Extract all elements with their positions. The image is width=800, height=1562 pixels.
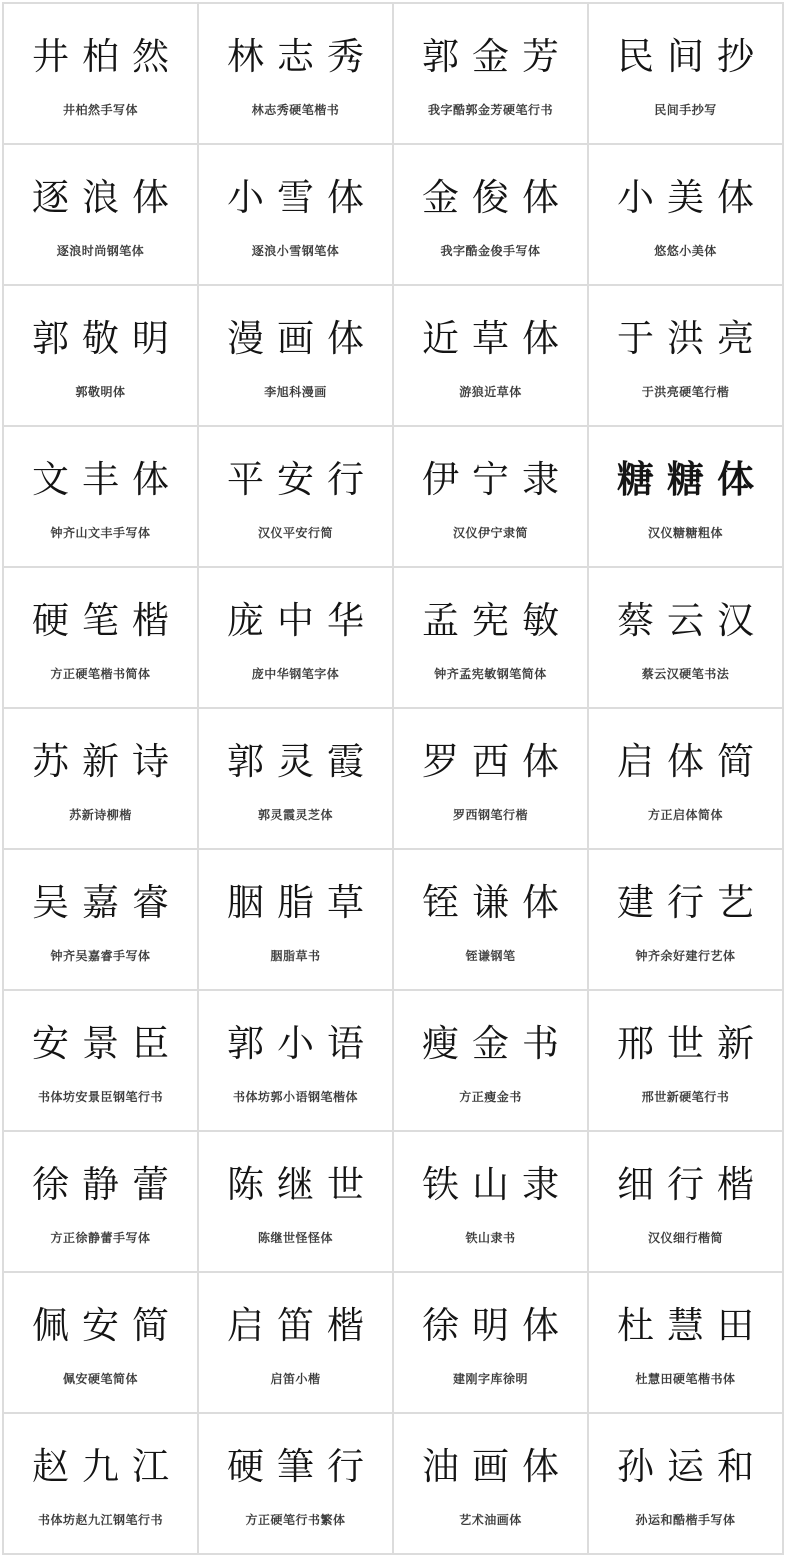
font-cell[interactable] [589,1132,782,1271]
font-name-caption: 陈继世怪怪体 [257,1231,333,1245]
font-cell[interactable] [199,850,392,989]
font-sample-text: 油画体 [422,1444,572,1488]
font-cell[interactable] [4,991,197,1130]
font-sample-text: 小美体 [617,175,767,219]
font-name-caption: 书体坊安景臣钢笔行书 [37,1090,163,1104]
font-sample-text: 林志秀 [227,34,377,78]
font-name-caption: 钟齐余好建行艺体 [635,949,736,963]
font-cell[interactable] [199,568,392,707]
font-sample-text: 赵九江 [32,1444,182,1488]
font-name-caption: 钟齐山文丰手写体 [50,526,151,540]
font-sample-text: 郭小语 [227,1021,377,1065]
font-cell[interactable] [199,1132,392,1271]
font-cell[interactable] [589,1273,782,1412]
font-cell[interactable] [199,991,392,1130]
font-specimen-grid [2,2,784,1555]
font-name-caption: 我字酷郭金芳硬笔行书 [427,103,553,117]
font-name-caption: 罗西钢笔行楷 [452,808,528,822]
font-cell[interactable] [394,709,587,848]
font-cell[interactable] [394,1414,587,1553]
font-cell[interactable] [199,709,392,848]
font-sample-text: 铚谦体 [422,880,572,924]
font-name-caption: 林志秀硬笔楷书 [251,103,340,117]
font-sample-text: 胭脂草 [227,880,377,924]
font-cell[interactable] [4,427,197,566]
font-cell[interactable] [394,1132,587,1271]
font-sample-text: 邢世新 [617,1021,767,1065]
font-name-caption: 佩安硬笔简体 [62,1372,138,1386]
font-name-caption: 苏新诗柳楷 [69,808,132,822]
font-sample-text: 郭灵霞 [227,739,377,783]
font-cell[interactable] [589,709,782,848]
font-sample-text: 郭敬明 [32,316,182,360]
font-sample-text: 徐静蕾 [32,1162,182,1206]
font-name-caption: 胭脂草书 [270,949,321,963]
font-cell[interactable] [4,1273,197,1412]
font-cell[interactable] [199,286,392,425]
font-cell[interactable] [589,568,782,707]
font-name-caption: 游狼近草体 [459,385,522,399]
font-name-caption: 逐浪小雪钢笔体 [251,244,340,258]
font-cell[interactable] [589,286,782,425]
font-cell[interactable] [589,991,782,1130]
font-name-caption: 井柏然手写体 [62,103,138,117]
font-name-caption: 郭敬明体 [75,385,126,399]
font-name-caption: 蔡云汉硬笔书法 [641,667,730,681]
font-cell[interactable] [4,1414,197,1553]
font-name-caption: 方正徐静蕾手写体 [50,1231,151,1245]
font-sample-text: 井柏然 [32,34,182,78]
font-sample-text: 庞中华 [227,598,377,642]
font-sample-text: 安景臣 [32,1021,182,1065]
font-cell[interactable] [4,4,197,143]
font-name-caption: 钟齐吴嘉睿手写体 [50,949,151,963]
font-name-caption: 汉仪细行楷简 [647,1231,723,1245]
font-name-caption: 汉仪平安行简 [257,526,333,540]
font-sample-text: 硬筆行 [227,1444,377,1488]
font-name-caption: 书体坊郭小语钢笔楷体 [232,1090,358,1104]
font-cell[interactable] [394,1273,587,1412]
font-sample-text: 孟宪敏 [422,598,572,642]
font-name-caption: 我字酷金俊手写体 [440,244,541,258]
font-sample-text: 佩安简 [32,1303,182,1347]
font-sample-text: 建行艺 [617,880,767,924]
font-sample-text: 民间抄 [617,34,767,78]
font-sample-text: 吴嘉睿 [32,880,182,924]
font-name-caption: 于洪亮硬笔行楷 [641,385,730,399]
font-cell[interactable] [589,850,782,989]
font-sample-text: 逐浪体 [32,175,182,219]
font-name-caption: 邢世新硬笔行书 [641,1090,730,1104]
font-name-caption: 逐浪时尚钢笔体 [56,244,145,258]
font-name-caption: 方正硬笔行书繁体 [245,1513,346,1527]
font-sample-text: 陈继世 [227,1162,377,1206]
font-sample-text: 糖糖体 [617,457,767,501]
font-name-caption: 方正瘦金书 [459,1090,522,1104]
font-sample-text: 瘦金书 [422,1021,572,1065]
font-sample-text: 金俊体 [422,175,572,219]
font-cell[interactable] [394,286,587,425]
font-sample-text: 于洪亮 [617,316,767,360]
font-name-caption: 杜慧田硬笔楷书体 [635,1372,736,1386]
font-name-caption: 庞中华钢笔字体 [251,667,340,681]
font-name-caption: 悠悠小美体 [654,244,717,258]
font-name-caption: 汉仪糖糖粗体 [647,526,723,540]
font-cell[interactable] [4,709,197,848]
font-cell[interactable] [199,427,392,566]
font-sample-text: 细行楷 [617,1162,767,1206]
font-cell[interactable] [4,286,197,425]
font-cell[interactable] [4,568,197,707]
font-name-caption: 李旭科漫画 [264,385,327,399]
font-sample-text: 郭金芳 [422,34,572,78]
font-sample-text: 硬笔楷 [32,598,182,642]
font-sample-text: 启体简 [617,739,767,783]
font-sample-text: 伊宁隶 [422,457,572,501]
font-cell[interactable] [394,991,587,1130]
font-name-caption: 建刚字库徐明 [452,1372,528,1386]
font-sample-text: 近草体 [422,316,572,360]
font-sample-text: 文丰体 [32,457,182,501]
font-sample-text: 杜慧田 [617,1303,767,1347]
font-cell[interactable] [589,427,782,566]
font-cell[interactable] [199,1273,392,1412]
font-name-caption: 书体坊赵九江钢笔行书 [37,1513,163,1527]
font-sample-text: 苏新诗 [32,739,182,783]
font-name-caption: 汉仪伊宁隶简 [452,526,528,540]
font-name-caption: 钟齐孟宪敏钢笔简体 [434,667,547,681]
font-sample-text: 罗西体 [422,739,572,783]
font-name-caption: 铁山隶书 [465,1231,516,1245]
font-cell[interactable] [394,4,587,143]
font-cell[interactable] [394,427,587,566]
font-cell[interactable] [199,1414,392,1553]
font-cell[interactable] [4,145,197,284]
font-cell[interactable] [4,850,197,989]
font-cell[interactable] [199,145,392,284]
font-name-caption: 郭灵霞灵芝体 [257,808,333,822]
font-sample-text: 平安行 [227,457,377,501]
font-name-caption: 铚谦钢笔 [465,949,516,963]
font-sample-text: 启笛楷 [227,1303,377,1347]
font-name-caption: 方正硬笔楷书简体 [50,667,151,681]
font-sample-text: 蔡云汉 [617,598,767,642]
font-sample-text: 徐明体 [422,1303,572,1347]
font-cell[interactable] [394,568,587,707]
font-name-caption: 启笛小楷 [270,1372,321,1386]
font-cell[interactable] [394,145,587,284]
font-cell[interactable] [589,4,782,143]
font-name-caption: 民间手抄写 [654,103,717,117]
font-name-caption: 方正启体简体 [647,808,723,822]
font-sample-text: 孙运和 [617,1444,767,1488]
font-name-caption: 艺术油画体 [459,1513,522,1527]
font-sample-text: 小雪体 [227,175,377,219]
font-cell[interactable] [589,1414,782,1553]
font-cell[interactable] [589,145,782,284]
font-sample-text: 漫画体 [227,316,377,360]
font-name-caption: 孙运和酷楷手写体 [635,1513,736,1527]
font-sample-text: 铁山隶 [422,1162,572,1206]
font-cell[interactable] [199,4,392,143]
font-cell[interactable] [4,1132,197,1271]
font-cell[interactable] [394,850,587,989]
